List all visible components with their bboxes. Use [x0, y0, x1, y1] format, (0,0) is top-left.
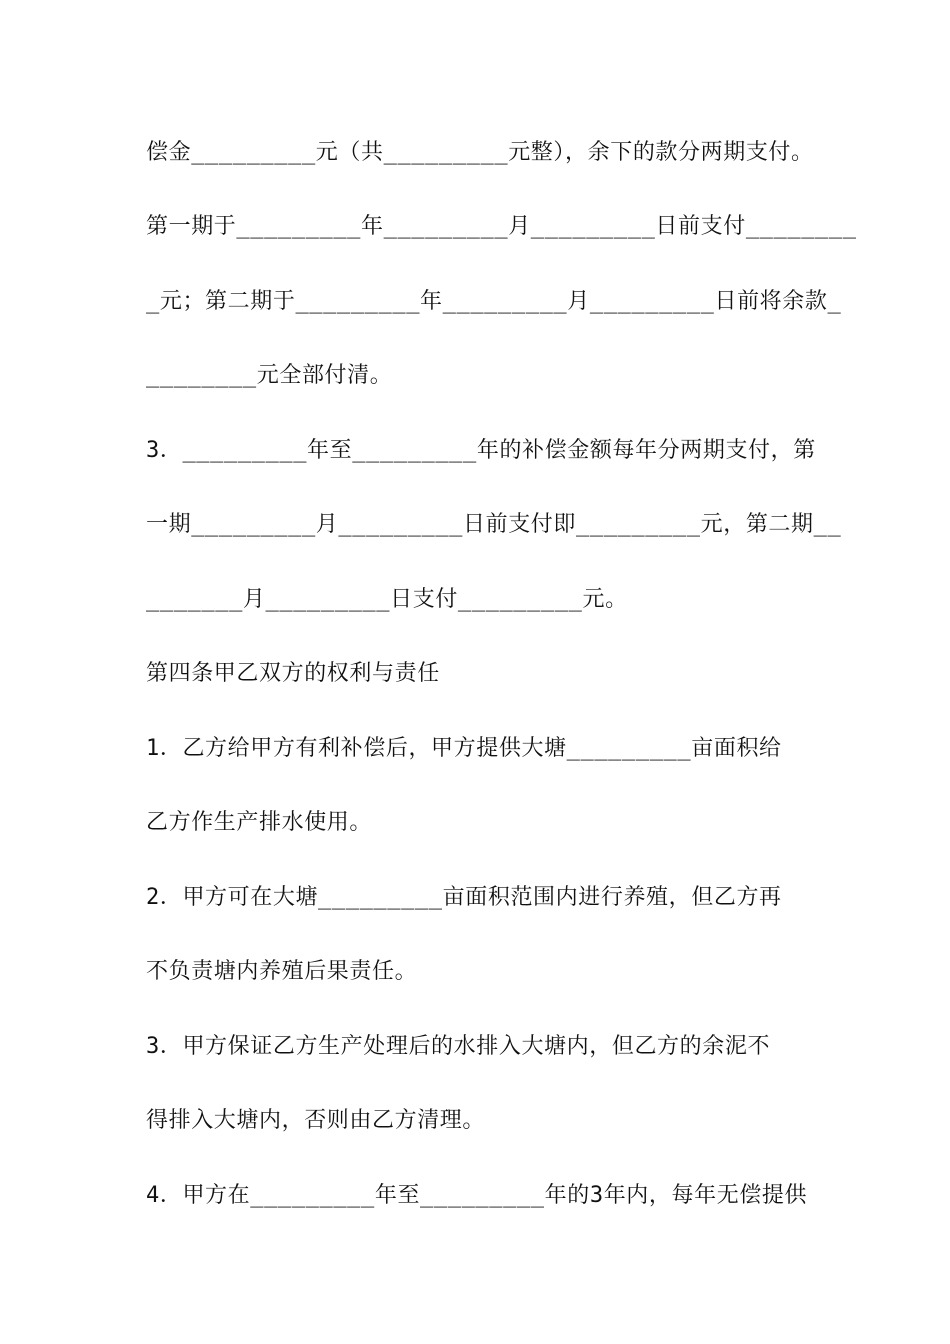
text-line: 得排入大塘内，否则由乙方清理。	[146, 1108, 486, 1133]
text-line: 第一期于_________年_________月_________日前支付________	[146, 214, 857, 239]
text-line: 偿金_________元（共_________元整），余下的款分两期支付。	[146, 140, 814, 165]
text-line: _______月_________日支付_________元。	[146, 587, 628, 612]
text-line: 3．甲方保证乙方生产处理后的水排入大塘内，但乙方的余泥不	[146, 1034, 771, 1059]
text-line: 2．甲方可在大塘_________亩面积范围内进行养殖，但乙方再	[146, 885, 782, 910]
text-line: 一期_________月_________日前支付即_________元，第二期__	[146, 512, 842, 537]
section-heading: 第四条甲乙双方的权利与责任	[146, 661, 440, 686]
text-line: ________元全部付清。	[146, 363, 393, 388]
text-line: 不负责塘内养殖后果责任。	[146, 959, 418, 984]
text-line: 1．乙方给甲方有利补偿后，甲方提供大塘_________亩面积给	[146, 736, 782, 761]
text-line: 3．_________年至_________年的补偿金额每年分两期支付，第	[146, 438, 816, 463]
text-line: 4．甲方在_________年至_________年的3年内，每年无偿提供	[146, 1183, 808, 1208]
text-line: _元；第二期于_________年_________月_________日前将余款_	[146, 289, 842, 314]
text-line: 乙方作生产排水使用。	[146, 810, 373, 835]
